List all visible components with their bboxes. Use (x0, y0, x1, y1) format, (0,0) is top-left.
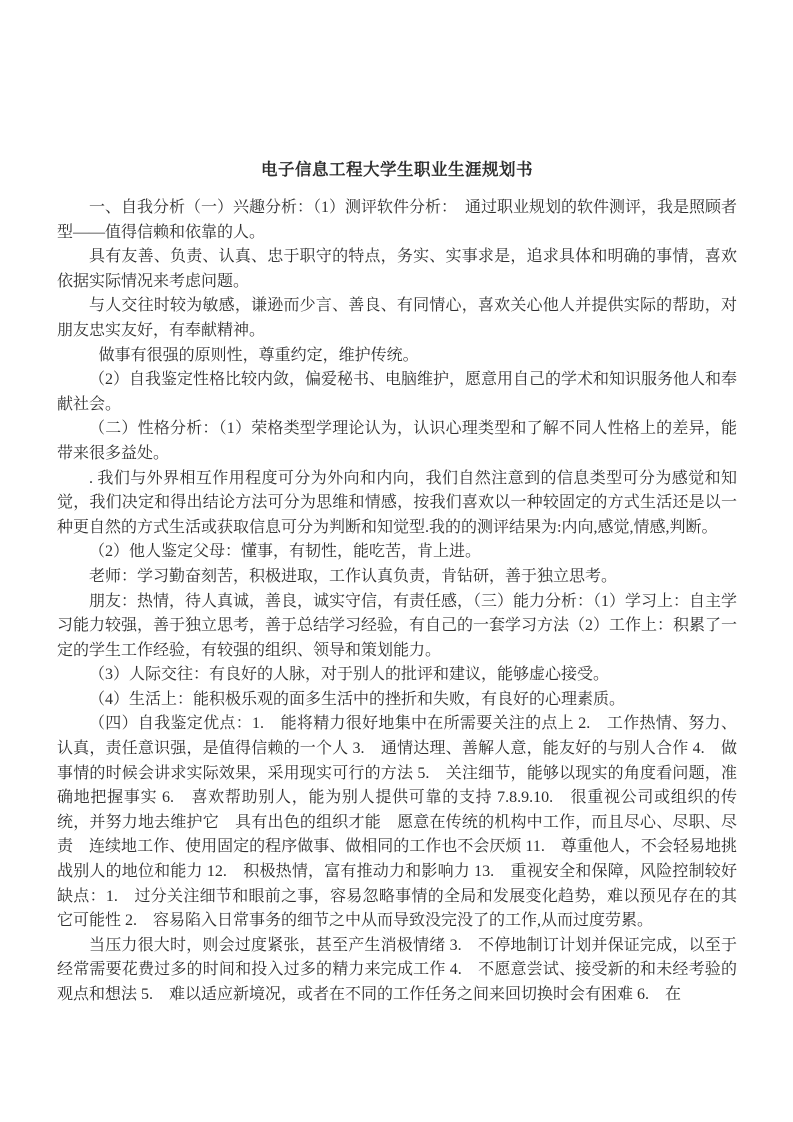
paragraph-intro-interest-analysis: 一、自我分析（一）兴趣分析：（1）测评软件分析： 通过职业规划的软件测评，我是照顾者型——值得信赖和依靠的人。 (57, 199, 738, 241)
paragraph-parents-appraisal: （2）他人鉴定父母：懂事，有韧性，能吃苦，肯上进。 (89, 543, 482, 561)
paragraph-self-appraisal: （2）自我鉴定性格比较内敛，偏爱秘书、电脑维护，愿意用自己的学术和知识服务他人和奉献社会。 (57, 371, 738, 413)
paragraph-personality-analysis: （二）性格分析：（1）荣格类型学理论认为，认识心理类型和了解不同人性格上的差异，能带来很多益处。 (57, 420, 737, 462)
paragraph-weaknesses-continued: 当压力很大时，则会过度紧张，甚至产生消极情绪 3. 不停地制订计划并保证完成，以至于经常需要花费过多的时间和投入过多的精力来完成工作 4. 不愿意尝试、接受新的和未经考验的观点和想法 5. 难以适应新境况，或者在不同的工作任务之间来回切换时会有困难 6. 在 (57, 936, 737, 1003)
paragraph-strengths-weaknesses: （四）自我鉴定优点：1. 能将精力很好地集中在所需要关注的点上 2. 工作热情、努力、认真，责任意识强，是值得信赖的一个人 3. 通情达理、善解人意，能友好的与别人合作 4. 做事情的时候会讲求实际效果，采用现实可行的方法 5. 关注细节，能够以现实的角度看问题，准确地把握事实 6. 喜欢帮助别人，能为别人提供可靠的支持 7.8.9.10. 很重视公司或组织的传统，并努力地去维护它 具有出色的组织才能 愿意在传统的机构中工作，而且尽心、尽职、尽责 连续地工作、使用固定的程序做事、做相同的工作也不会厌烦 11. 尊重他人，不会轻易地挑战别人的地位和能力 12. 积极热情，富有推动力和影响力 13. 重视安全和保障，风险控制较好缺点：1. 过分关注细节和眼前之事，容易忽略事情的全局和发展变化趋势，难以预见存在的其它可能性 2. 容易陷入日常事务的细节之中从而导致没完没了的工作,从而过度劳累。 (57, 715, 737, 930)
paragraph-interpersonal: （3）人际交往：有良好的人脉，对于别人的批评和建议，能够虚心接受。 (89, 666, 610, 684)
document-title: 电子信息工程大学生职业生涯规划书 (261, 160, 533, 179)
paragraph-traits: 具有友善、负责、认真、忠于职守的特点，务实、实事求是，追求具体和明确的事情，喜欢依据实际情况来考虑问题。 (57, 248, 737, 290)
paragraph-jung-typology: . 我们与外界相互作用程度可分为外向和内向，我们自然注意到的信息类型可分为感觉和知觉，我们决定和得出结论方法可分为思维和情感，按我们喜欢以一种较固定的方式生活还是以一种更自然的方式生活或获取信息可分为判断和知觉型.我的的测评结果为:内向,感觉,情感,判断。 (57, 469, 737, 536)
paragraph-life-attitude: （4）生活上：能积极乐观的面多生活中的挫折和失败，有良好的心理素质。 (89, 690, 626, 708)
paragraph-social-style: 与人交往时较为敏感，谦逊而少言、善良、有同情心，喜欢关心他人并提供实际的帮助，对朋友忠实友好，有奉献精神。 (57, 297, 737, 339)
paragraph-principles: 做事有很强的原则性，尊重约定，维护传统。 (98, 346, 419, 364)
paragraph-teacher-appraisal: 老师：学习勤奋刻苦，积极进取，工作认真负责，肯钻研，善于独立思考。 (89, 567, 618, 585)
paragraph-friends-and-ability: 朋友：热情，待人真诚，善良，诚实守信，有责任感，（三）能力分析：（1）学习上：自主学习能力较强，善于独立思考，善于总结学习经验，有自己的一套学习方法（2）工作上：积累了一定的学生工作经验，有较强的组织、领导和策划能力。 (57, 592, 738, 659)
